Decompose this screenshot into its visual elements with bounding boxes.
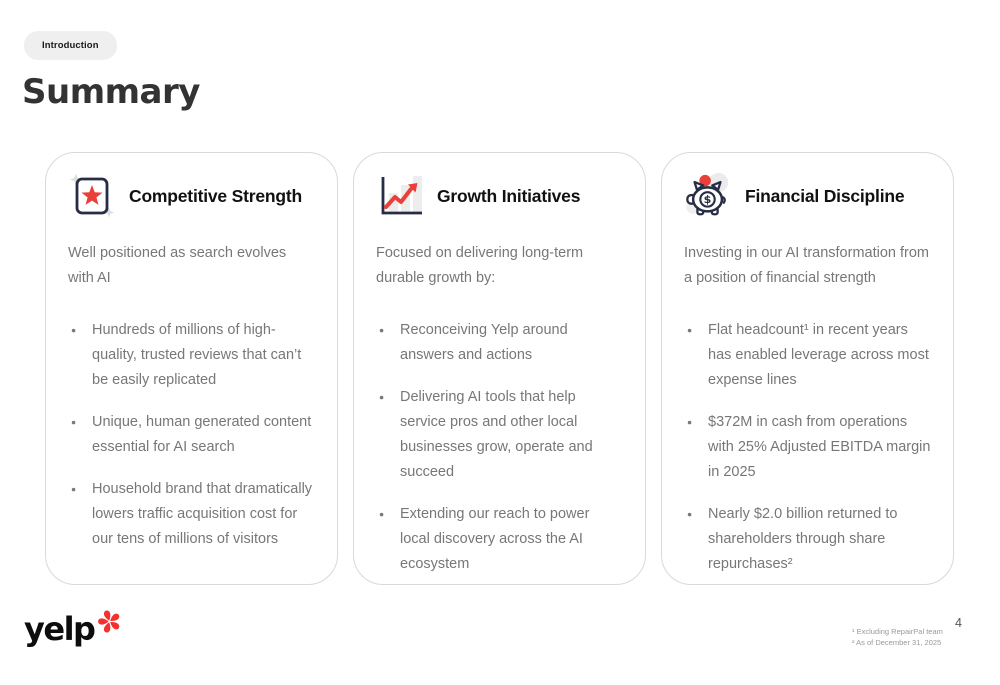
bullet-list <box>68 318 315 552</box>
card-intro: Well positioned as search evolves with AI <box>68 245 287 286</box>
bullet-item: ● Nearly $2.0 billion returned to shareholders through share repurchases² <box>708 502 931 577</box>
bullet-item: ● Unique, human generated content essential for AI search <box>92 410 315 460</box>
bullet-item: ● Household brand that dramatically lowers traffic acquisition cost for our tens of millions of visitors <box>92 477 315 552</box>
footnotes <box>852 626 943 648</box>
bullet-item: ● Delivering AI tools that help service pros and other local businesses grow, operate and succeed <box>400 385 623 485</box>
bullet-item: ● $372M in cash from operations with 25% Adjusted EBITDA margin in 2025 <box>708 410 931 485</box>
bullet-list <box>684 318 931 577</box>
card-intro: Investing in our AI transformation from a position of financial strength <box>684 245 929 286</box>
card-title: Financial Discipline <box>745 185 905 206</box>
footnote-2: ² As of December 31, 2025 <box>852 638 942 647</box>
page-number: 4 <box>955 616 962 630</box>
bullet-list <box>376 318 623 577</box>
card-financial-discipline <box>661 152 954 585</box>
yelp-logo-wordmark: yelp <box>24 610 95 648</box>
bullet-item: ● Hundreds of millions of high-quality, trusted reviews that can’t be easily replicated <box>92 318 315 393</box>
card-header <box>684 171 931 221</box>
page-title: Summary <box>22 72 200 112</box>
card-growth-initiatives <box>353 152 646 585</box>
footnote-1: ¹ Excluding RepairPal team <box>852 627 943 636</box>
card-competitive-strength <box>45 152 338 585</box>
award-star-icon <box>68 172 116 220</box>
bullet-item: ● Flat headcount¹ in recent years has enabled leverage across most expense lines <box>708 318 931 393</box>
bullet-item: ● Extending our reach to power local discovery across the AI ecosystem <box>400 502 623 577</box>
yelp-burst-icon <box>96 608 123 640</box>
bullet-item: ● Reconceiving Yelp around answers and actions <box>400 318 623 368</box>
yelp-logo <box>24 610 123 648</box>
growth-chart-icon <box>376 172 424 220</box>
section-badge: Introduction <box>24 31 117 60</box>
card-intro: Focused on delivering long-term durable growth by: <box>376 245 584 286</box>
card-header <box>376 171 623 221</box>
piggy-bank-icon <box>684 172 732 220</box>
card-title: Growth Initiatives <box>437 185 581 206</box>
summary-cards <box>45 152 954 585</box>
svg-text:$: $ <box>703 193 712 207</box>
card-title: Competitive Strength <box>129 185 302 206</box>
card-header <box>68 171 315 221</box>
